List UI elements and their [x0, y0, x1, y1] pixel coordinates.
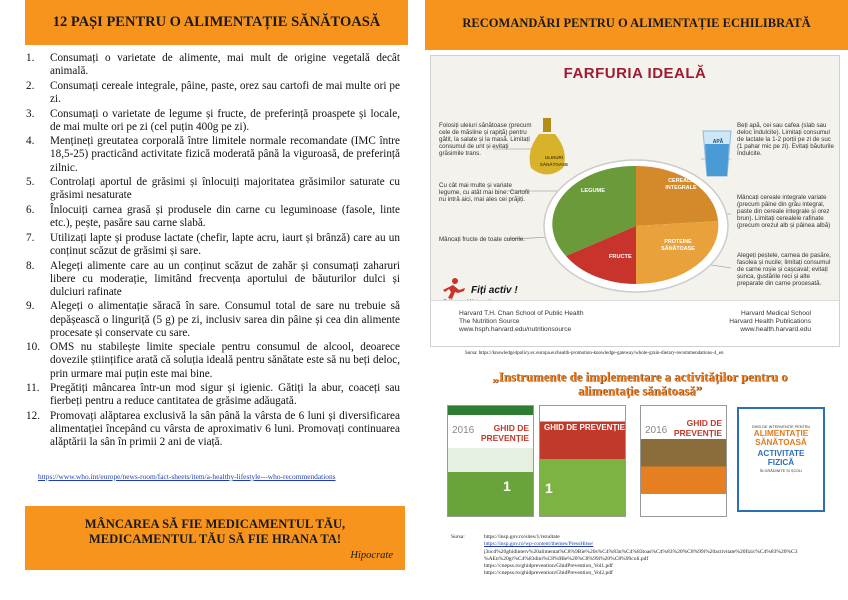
- footer-left-line-3: www.hsph.harvard.edu/nutritionsource: [459, 326, 572, 334]
- step-text: OMS nu stabilește limite speciale pentru consumul de alcool, deoarece dovezile științifice arată că soluția ideală pentru sănătate este să nu beți deloc, prin urmare mai puțin este mai bine.: [50, 341, 400, 380]
- oil-label: ULEIURI SĂNĂTOASE: [539, 155, 569, 168]
- quote-line-2: MEDICAMENTUL TĂU SĂ FIE HRANA TA!: [88, 532, 342, 546]
- step-number: 10.: [26, 341, 40, 354]
- step-item: [18, 260, 400, 299]
- cover-4-footer: ÎN GRĂDINIȚE ȘI ȘCOLI: [759, 469, 803, 473]
- footer-left-line-1: Harvard T.H. Chan School of Public Health: [459, 310, 584, 317]
- cover-4-title-line-2: SĂNĂTOASĂ: [755, 437, 807, 447]
- source-line[interactable]: https://cnepss.ro/ghidprevention/GhidPrevention_Vol1.pdf: [484, 563, 613, 570]
- cover-3-title: GHID DE PREVENȚIE: [673, 418, 722, 438]
- step-text: Consumați cereale integrale, pâine, paste, orez sau cartofi de mai multe ori pe zi.: [50, 79, 400, 105]
- water-label: APĂ: [712, 139, 724, 145]
- guide-cover-4[interactable]: [737, 407, 825, 512]
- quote-author: Hipocrate: [350, 550, 393, 561]
- cover-1-volume: 1: [503, 478, 511, 494]
- footer-right-line-2: Harvard Health Publications: [729, 318, 811, 326]
- footer-right-line-3: www.health.harvard.edu: [740, 326, 811, 334]
- guide-cover-2[interactable]: [539, 405, 626, 517]
- step-item: [18, 52, 400, 78]
- step-item: [18, 300, 400, 339]
- cover-4-pretitle: GHID DE INTERVENȚIE PENTRU: [751, 425, 811, 429]
- guide-cover-1[interactable]: [447, 405, 534, 517]
- grain-label-line-2: INTEGRALE: [665, 185, 697, 192]
- step-item: [18, 410, 400, 449]
- source-line[interactable]: https://insp.gov.ro/sites/1/rezultate: [484, 534, 560, 540]
- source-line[interactable]: https://cnepss.ro/ghidprevention/GhidPrevention_Vol2.pdf: [484, 570, 613, 577]
- right-title: RECOMANDĂRI PENTRU O ALIMENTAȚIE ECHILIBRATĂ: [462, 16, 811, 30]
- cover-2-title: GHID DE PREVENȚIE: [544, 423, 625, 432]
- source-line[interactable]: j3ncd%20ghidinterv%20alimentat%C8%9Bie%20s%C4%83n%C4%83toas%C4%83%20%C8%99i%20activitate%20fizic%C4%83%20%C3: [484, 548, 798, 555]
- step-text: Alegeți alimente care au un conținut scăzut de zahăr și consumați zaharuri libere cu moderație, limitând frecvența aportului de băuturilor dulci și dulciuri rafinate: [50, 259, 400, 298]
- cover-4-subtitle-line-2: FIZICĂ: [767, 457, 795, 467]
- protein-label: [653, 239, 703, 253]
- running-person-icon: [443, 278, 465, 299]
- tools-title-line-1: „Instrumente de implementare a activităților pentru o: [492, 370, 788, 384]
- step-number: 1.: [26, 52, 35, 64]
- step-item: [18, 108, 400, 134]
- protein-label-line-1: PROTEINE: [664, 239, 692, 245]
- step-number: 9.: [26, 300, 35, 313]
- tools-title-line-2: alimentație sănătoasă”: [577, 384, 703, 398]
- step-number: 2.: [26, 79, 35, 92]
- step-item: [18, 232, 400, 258]
- step-number: 7.: [26, 231, 35, 244]
- cover-3-volume: 2: [711, 472, 719, 488]
- cover-1-title: GHID DE PREVENȚIE: [480, 423, 529, 443]
- protein-label-line-2: SĂNĂTOASE: [661, 246, 695, 253]
- quote-line-1: MÂNCAREA SĂ FIE MEDICAMENTUL TĂU,: [84, 517, 346, 531]
- plate-title: FARFURIA IDEALĂ: [563, 65, 707, 82]
- tools-title: [440, 370, 840, 398]
- step-item: [18, 80, 400, 106]
- step-text: Promovați alăptarea exclusivă la sân până la vârsta de 6 luni și diversificarea alimentației începând cu vârsta de aproximativ 6 luni. Promovați continuarea alăptării la sân în primii 2 ani de viață.: [50, 409, 400, 449]
- healthy-eating-steps-list: [18, 52, 400, 451]
- veg-label: LEGUME: [581, 188, 605, 194]
- step-number: 6.: [26, 204, 35, 216]
- step-item: [18, 382, 400, 408]
- healthy-plate-infographic: [430, 55, 840, 347]
- step-text: Consumați o varietate de alimente, mai mult de origine vegetală decât animală.: [50, 52, 400, 78]
- fruit-note: Mâncați fructe de toate culorile.: [439, 236, 525, 243]
- source-line[interactable]: https://insp.gov.ro/wp-content/themes/PressHitse/: [484, 541, 594, 548]
- water-glass-icon: [703, 131, 731, 176]
- footer-right: [729, 310, 811, 335]
- step-number: 11.: [26, 382, 40, 395]
- oil-note: Folosiți uleiuri sănătoase (precum cele de măsline și rapiță) pentru gătit, la salate și la masă. Limitați consumul de unt și evitați grăsimile trans.: [439, 122, 532, 158]
- grain-note: Mâncați cereale integrale variate (precum pâine din grâu integral, paste din cereale integrale și orez brun). Limitați cerealele rafinate (precum orezul alb și pâinea albă): [737, 194, 831, 230]
- plate-source-text: Sursa: https://knowledge4policy.ec.europa.eu/health-promotion-knowledge-gateway/whole-grain-dietary-recommendations-4_en: [465, 351, 724, 356]
- cover-2-volume: 1: [545, 480, 553, 496]
- cover-4-title: [739, 430, 823, 447]
- be-active-text: Fiți activ !: [471, 285, 518, 296]
- protein-note: Alegeți peștele, carnea de pasăre, fasolea și nucile; limitați consumul de carne roșie și cașcaval; evitați șunca, gustările reci și alte preparate din carne procesată.: [737, 252, 831, 288]
- grain-label: [656, 178, 706, 192]
- step-text: Utilizați lapte și produse lactate (chefir, lapte acru, iaurt și brânză) care au un conținut scăzut de grăsimi și sare.: [50, 231, 400, 257]
- fruit-label: FRUCTE: [609, 254, 632, 260]
- step-item: [18, 204, 400, 230]
- step-text: Controlați aportul de grăsimi și înlocuiți majoritatea grăsimilor saturate cu grăsimi nesaturate: [50, 176, 400, 202]
- step-number: 3.: [26, 107, 35, 120]
- step-text: Mențineți greutatea corporală între limitele normale recomandate (IMC între 18,5-25) practicând activitate fizică moderată până la viguroasă, de preferință zilnic.: [50, 135, 400, 174]
- step-text: Pregătiți mâncarea într-un mod sigur și igienic. Gătiți la abur, coaceți sau fierbeți pentru a reduce cantitatea de grăsime adăugată.: [50, 382, 400, 408]
- footer-left: [459, 310, 584, 335]
- water-note: Beți apă, cei sau cafea (slab sau deloc îndulcite). Limitați consumul de lactate la 1-2 porții pe zi de suc (1 pahar mic pe zi). Evitați băuturile îndulcite.: [737, 122, 834, 158]
- cover-4-subtitle-line-1: ACTIVITATE: [757, 449, 805, 458]
- step-text: Înlocuiți carnea grasă și produsele din carne cu leguminoase (fasole, linte etc.), pește, pasăre sau carne slabă.: [50, 204, 400, 230]
- source-line[interactable]: %AEn%20gr%C4%83dini%C8%9Be%20%C8%99i%20%C8%99coli.pdf: [484, 555, 649, 562]
- step-number: 4.: [26, 135, 35, 148]
- cover-1-topbar: [448, 406, 533, 415]
- step-item: [18, 176, 400, 202]
- guide-cover-3[interactable]: [640, 405, 727, 517]
- cover-1-year: 2016: [452, 425, 475, 436]
- left-title: 12 PAȘI PENTRU O ALIMENTAȚIE SĂNĂTOASĂ: [52, 14, 381, 30]
- plate-footer: [431, 300, 839, 346]
- step-number: 8.: [26, 259, 35, 272]
- veg-note: Cu cât mai multe și variate legume, cu atât mai bine. Cartofii nu intră aici, mai ales cei prăjiți.: [439, 182, 530, 204]
- left-title-banner: [25, 0, 408, 45]
- step-number: 5.: [26, 176, 35, 189]
- plate-grain-slice: [636, 166, 718, 226]
- step-text: Alegeți o alimentație săracă în sare. Consumul total de sare nu trebuie să depășească o linguriță (5 g) pe zi, inclusiv sarea din pâine și cea din alimente procesate și conservate cu sare.: [50, 300, 400, 339]
- sources-label: Sursa:: [451, 534, 465, 540]
- quote-box: [25, 506, 405, 570]
- step-number: 12.: [26, 409, 40, 422]
- who-source-link[interactable]: https://www.who.int/europe/news-room/fact-sheets/item/a-healthy-lifestyle---who-recommendations: [38, 472, 336, 481]
- cover-3-year: 2016: [645, 425, 668, 436]
- step-item: [18, 135, 400, 174]
- footer-left-line-2: The Nutrition Source: [459, 318, 520, 326]
- footer-right-line-1: Harvard Medical School: [741, 310, 811, 317]
- sources-list: [484, 534, 836, 578]
- cover-4-title-line-1: ALIMENTAȚIE: [753, 429, 809, 438]
- step-text: Consumați o varietate de legume și fructe, de preferință proaspete și locale, de mai multe ori pe zi (cel puțin 400g pe zi).: [50, 107, 400, 133]
- right-title-banner: [425, 0, 848, 50]
- grain-label-line-1: CEREALE: [668, 178, 694, 184]
- cover-4-subtitle: [739, 450, 823, 467]
- step-item: [18, 341, 400, 380]
